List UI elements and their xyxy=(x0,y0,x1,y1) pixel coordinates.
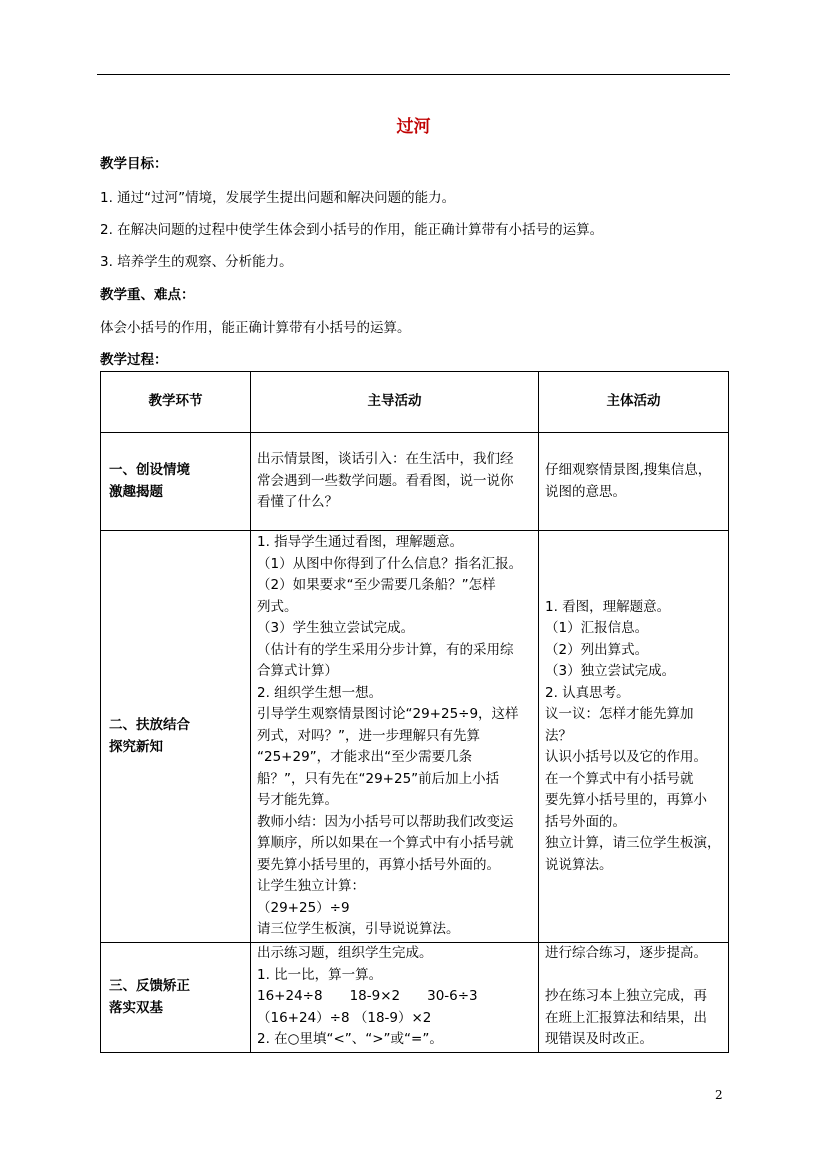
objective-1: 1. 通过“过河”情境，发展学生提出问题和解决问题的能力。 xyxy=(100,190,456,206)
cell-text-line xyxy=(545,965,722,987)
cell-text-line: 法？ xyxy=(545,727,572,744)
cell-text-line: 请三位学生板演，引导说说算法。 xyxy=(257,921,460,938)
subject-activity-cell xyxy=(539,943,729,1053)
cell-text-line: 独立计算，请三位学生板演， xyxy=(545,835,721,852)
cell-text-line: 括号外面的。 xyxy=(545,813,626,830)
cell-text-line: 2. 认真思考。 xyxy=(545,684,630,701)
lead-activity-cell xyxy=(251,433,539,531)
cell-text-line: 号才能先算。 xyxy=(257,792,338,809)
cell-text-line: （3）独立尝试完成。 xyxy=(545,663,676,680)
cell-text-line: 认识小括号以及它的作用。 xyxy=(545,749,707,766)
cell-text-line: 引导学生观察情景图讨论“29+25÷9，这样 xyxy=(257,706,519,723)
cell-text-line: 2. 组织学生想一想。 xyxy=(257,684,383,701)
cell-text-line: 抄在练习本上独立完成，再 xyxy=(545,988,707,1004)
cell-text-line: （2）列出算式。 xyxy=(545,641,649,658)
cell-text-line: 常会遇到一些数学问题。看看图，说一说你 xyxy=(257,472,514,489)
cell-text-line: 教师小结：因为小括号可以帮助我们改变运 xyxy=(257,813,514,830)
page-number: 2 xyxy=(715,1088,723,1102)
cell-text-line: 出示情景图，谈话引入：在生活中，我们经 xyxy=(257,451,514,468)
table-row xyxy=(101,531,729,943)
cell-text-line: 在班上汇报算法和结果，出 xyxy=(545,1009,707,1026)
stage-cell xyxy=(101,433,251,531)
cell-text-line: 一、创设情境 xyxy=(109,462,190,478)
lead-activity-cell xyxy=(251,531,539,943)
objectives-heading: 教学目标： xyxy=(100,156,168,172)
cell-text-line: （16+24）÷8 （18-9）×2 xyxy=(257,1009,432,1026)
cell-text-line: 在一个算式中有小括号就 xyxy=(545,770,694,787)
table-row xyxy=(101,943,729,1053)
lead-activity-cell xyxy=(251,943,539,1053)
teaching-process-table xyxy=(100,371,729,1053)
cell-text-line: 要先算小括号里的，再算小括号外面的。 xyxy=(257,856,500,873)
cell-text-line: 让学生独立计算： xyxy=(257,878,365,895)
cell-text-line: 1. 看图，理解题意。 xyxy=(545,598,671,615)
cell-text-line: 看懂了什么？ xyxy=(257,494,338,511)
key-points-text: 体会小括号的作用，能正确计算带有小括号的运算。 xyxy=(100,320,411,336)
header-stage: 教学环节 xyxy=(101,372,251,433)
key-points-heading: 教学重、难点： xyxy=(100,287,195,303)
cell-text-line: 二、扶放结合 xyxy=(109,717,190,733)
cell-text-line: （2）如果要求“至少需要几条船？”怎样 xyxy=(257,577,496,594)
cell-text-line: 1. 指导学生通过看图，理解题意。 xyxy=(257,534,464,551)
cell-text-line: 说图的意思。 xyxy=(545,483,626,500)
cell-text-line: 16+24÷8 18-9×2 30-6÷3 xyxy=(257,988,478,1004)
cell-text-line: （估计有的学生采用分步计算，有的采用综 xyxy=(257,641,514,658)
cell-text-line: （1）从图中你得到了什么信息？指名汇报。 xyxy=(257,555,523,572)
cell-text-line: 出示练习题，组织学生完成。 xyxy=(257,945,433,961)
table-header-row xyxy=(101,372,729,433)
cell-text-line: 列式，对吗？”，进一步理解只有先算 xyxy=(257,727,480,744)
subject-activity-cell xyxy=(539,433,729,531)
cell-text-line: 探究新知 xyxy=(109,738,163,755)
cell-text-line: 船？”，只有先在“29+25”前后加上小括 xyxy=(257,770,500,787)
cell-text-line: 合算式计算） xyxy=(257,663,338,680)
cell-text-line: 仔细观察情景图,搜集信息， xyxy=(545,462,712,478)
header-lead-activity: 主导活动 xyxy=(251,372,539,433)
cell-text-line: 激趣揭题 xyxy=(109,483,163,500)
cell-text-line: 算顺序，所以如果在一个算式中有小括号就 xyxy=(257,835,514,852)
cell-text-line: 三、反馈矫正 xyxy=(109,978,190,994)
subject-activity-cell xyxy=(539,531,729,943)
objective-3: 3. 培养学生的观察、分析能力。 xyxy=(100,254,293,270)
stage-cell xyxy=(101,943,251,1053)
cell-text-line: 进行综合练习，逐步提高。 xyxy=(545,945,707,961)
process-heading: 教学过程： xyxy=(100,352,168,368)
objective-2: 2. 在解决问题的过程中使学生体会到小括号的作用，能正确计算带有小括号的运算。 xyxy=(100,222,604,238)
stage-cell xyxy=(101,531,251,943)
cell-text-line: （1）汇报信息。 xyxy=(545,620,649,637)
cell-text-line: 说说算法。 xyxy=(545,856,613,873)
cell-text-line: （29+25）÷9 xyxy=(257,899,350,916)
cell-text-line: 现错误及时改正。 xyxy=(545,1031,653,1047)
table-row xyxy=(101,433,729,531)
header-rule xyxy=(97,74,730,75)
cell-text-line: 列式。 xyxy=(257,598,298,615)
cell-text-line: 2. 在○里填“<”、“>”或“=”。 xyxy=(257,1031,443,1047)
header-subject-activity: 主体活动 xyxy=(539,372,729,433)
page-title: 过河 xyxy=(396,117,431,137)
cell-text-line: 落实双基 xyxy=(109,999,163,1016)
cell-text-line: 要先算小括号里的，再算小 xyxy=(545,792,707,809)
cell-text-line: 议一议：怎样才能先算加 xyxy=(545,706,694,723)
cell-text-line: “25+29”，才能求出“至少需要几条 xyxy=(257,749,473,766)
cell-text-line: （3）学生独立尝试完成。 xyxy=(257,620,415,637)
cell-text-line: 1. 比一比，算一算。 xyxy=(257,966,383,983)
